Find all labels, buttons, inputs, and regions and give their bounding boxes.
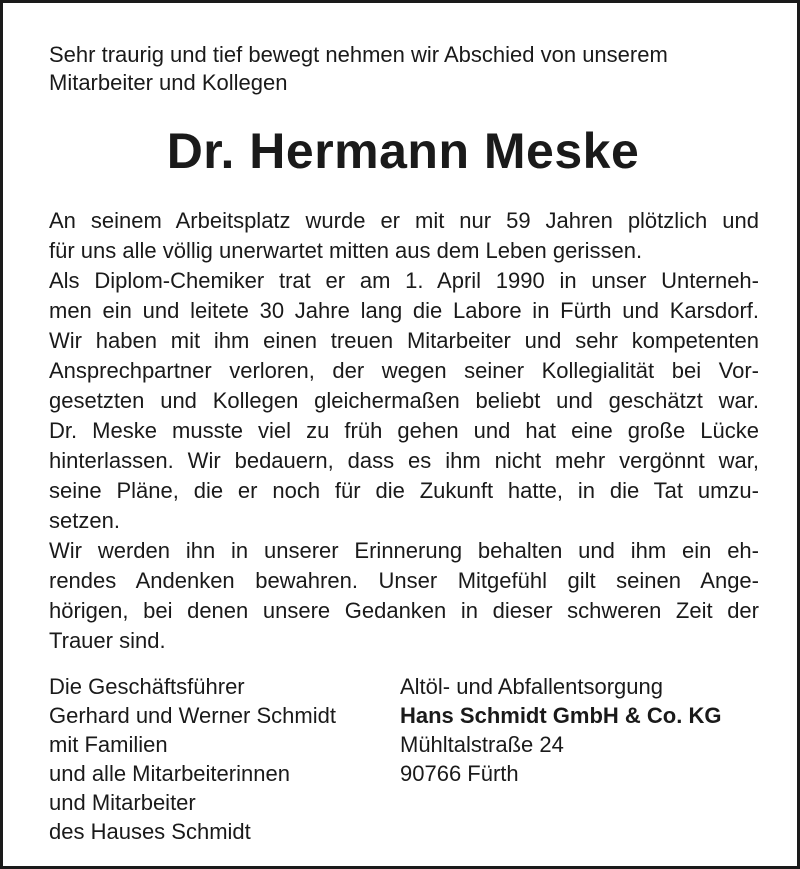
intro-line: Sehr traurig und tief bewegt nehmen wir Abschied von unserem (49, 42, 668, 67)
body-line: Als Diplom-Chemiker trat er am 1. April 1990 in unser Unterneh- (49, 268, 759, 293)
body-line: Trauer sind. (49, 628, 166, 653)
company-street: Mühltalstraße 24 (400, 732, 564, 757)
body-line: rendes Andenken bewahren. Unser Mitgefühl gilt seinen Ange- (49, 568, 759, 593)
signature-line: Die Geschäftsführer (49, 674, 245, 699)
obituary-body (49, 206, 759, 656)
body-line: seine Pläne, die er noch für die Zukunft hatte, in die Tat umzu- (49, 478, 759, 503)
body-line: gesetzten und Kollegen gleichermaßen beliebt und geschätzt war. (49, 388, 759, 413)
intro-text (49, 41, 769, 97)
body-line: hörigen, bei denen unsere Gedanken in dieser schweren Zeit der (49, 598, 759, 623)
body-line: setzen. (49, 508, 120, 533)
body-line: Ansprechpartner verloren, der wegen seiner Kollegialität bei Vor- (49, 358, 759, 383)
company-business: Altöl- und Abfallentsorgung (400, 674, 663, 699)
company-address (400, 672, 780, 788)
deceased-name: Dr. Hermann Meske (166, 123, 640, 179)
body-line: An seinem Arbeitsplatz wurde er mit nur 59 Jahren plötzlich und (49, 208, 759, 233)
body-line: Wir werden ihn in unserer Erinnerung behalten und ihm ein eh- (49, 538, 759, 563)
body-line: hinterlassen. Wir bedauern, dass es ihm nicht mehr vergönnt war, (49, 448, 759, 473)
signature-line: Gerhard und Werner Schmidt (49, 703, 336, 728)
body-line: Dr. Meske musste viel zu früh gehen und hat eine große Lücke (49, 418, 759, 443)
company-city: 90766 Fürth (400, 761, 519, 786)
intro-line: Mitarbeiter und Kollegen (49, 70, 288, 95)
signature-left (49, 672, 379, 846)
body-line: für uns alle völlig unerwartet mitten aus dem Leben gerissen. (49, 238, 643, 263)
signature-line: und Mitarbeiter (49, 790, 196, 815)
body-line: Wir haben mit ihm einen treuen Mitarbeiter und sehr kompetenten (49, 328, 759, 353)
signature-line: des Hauses Schmidt (49, 819, 251, 844)
signature-line: mit Familien (49, 732, 168, 757)
body-line: men ein und leitete 30 Jahre lang die Labore in Fürth und Karsdorf. (49, 298, 759, 323)
signature-line: und alle Mitarbeiterinnen (49, 761, 290, 786)
company-name: Hans Schmidt GmbH & Co. KG (400, 703, 722, 728)
